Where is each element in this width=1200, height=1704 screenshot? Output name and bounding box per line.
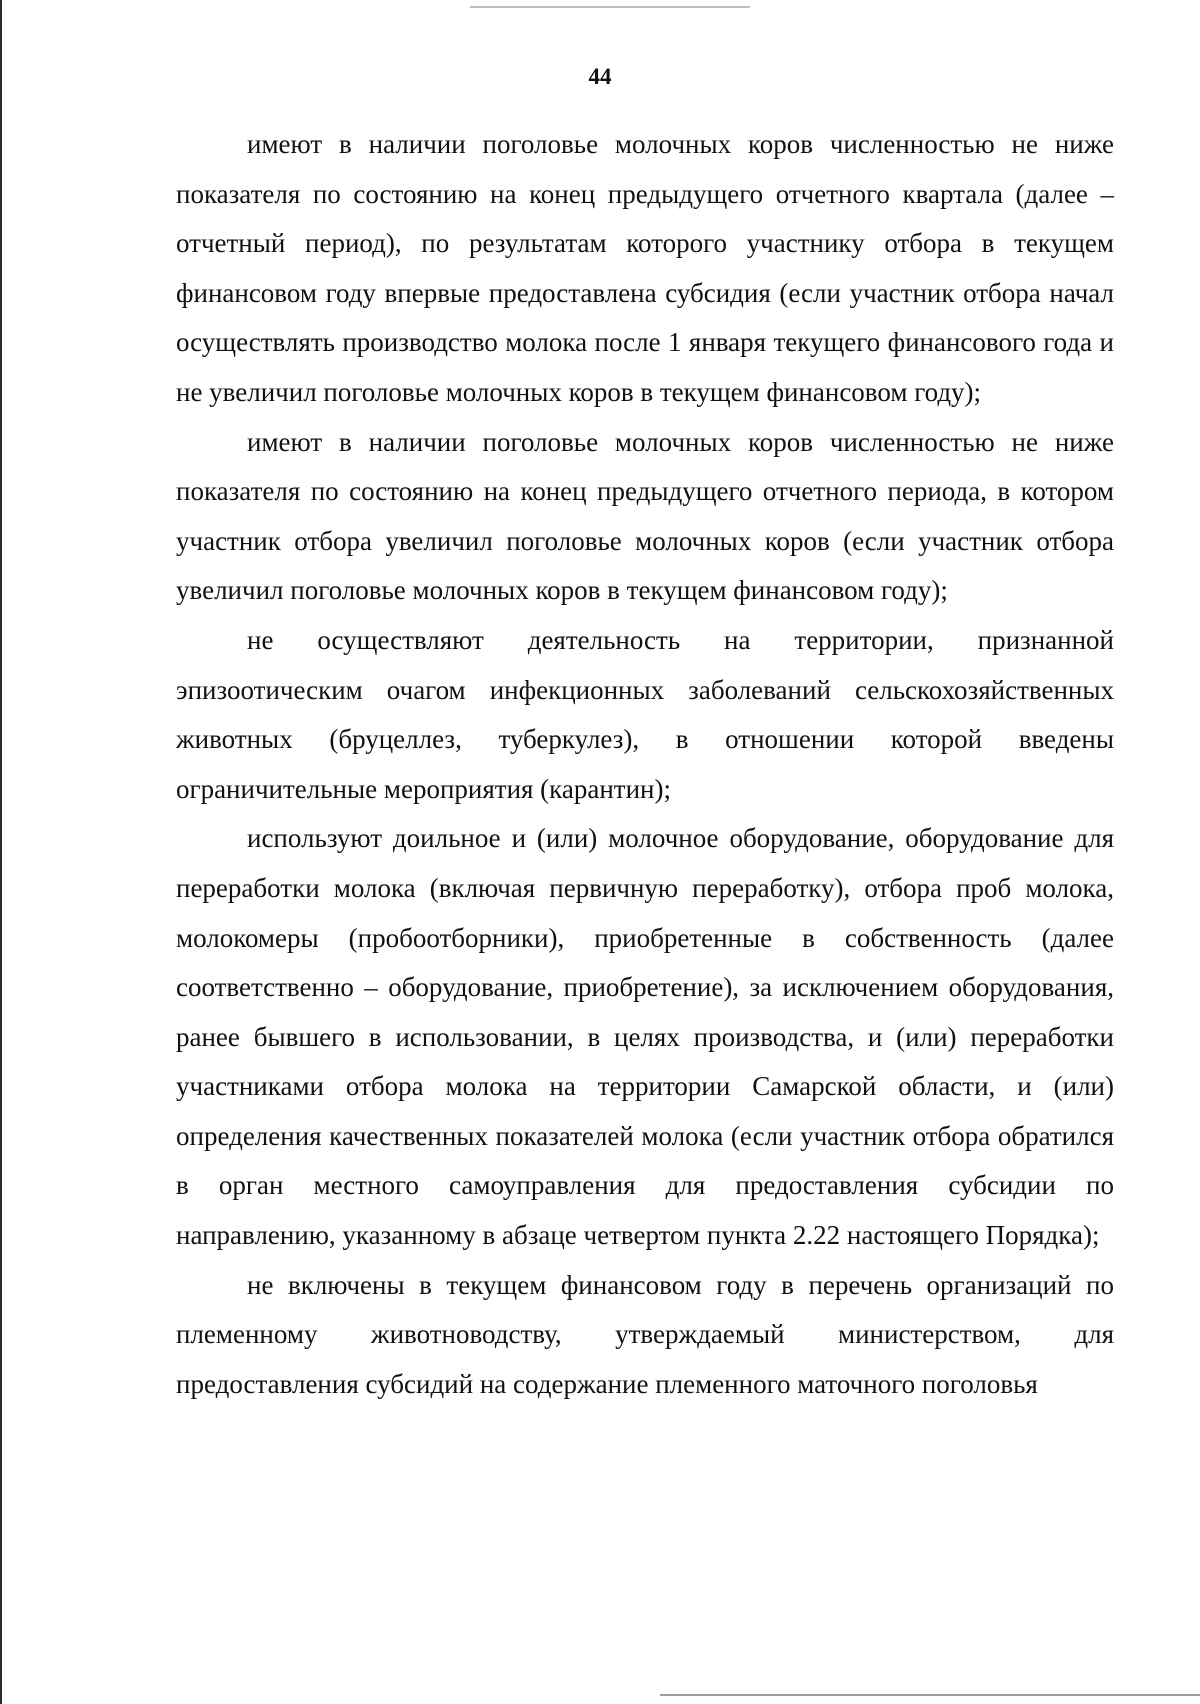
document-body [176,120,1114,1409]
scan-left-edge [0,0,2,1704]
paragraph: используют доильное и (или) молочное оборудование, оборудование для переработки молока (включая первичную переработку), отбора проб молока, молокомеры (пробоотборники), приобретенные в собственность (далее соответственно – оборудование, приобретение), за исключением оборудования, ранее бывшего в использовании, в целях производства, и (или) переработки участниками отбора молока на территории Самарской области, и (или) определения качественных показателей молока (если участник отбора обратился в орган местного самоуправления для предоставления субсидии по направлению, указанному в абзаце четвертом пункта 2.22 настоящего Порядка); [176,823,1114,1251]
paragraph: не включены в текущем финансовом году в перечень организаций по племенному животноводству, утверждаемый министерством, для предоставления субсидий на содержание племенного маточного поголовья [176,1269,1114,1399]
paragraph: не осуществляют деятельность на территории, признанной эпизоотическим очагом инфекционных заболеваний сельскохозяйственных животных (бруцеллез, туберкулез), в отношении которой введены ограничительные мероприятия (карантин); [176,624,1114,804]
paragraph: имеют в наличии поголовье молочных коров численностью не ниже показателя по состоянию на конец предыдущего отчетного периода, в котором участник отбора увеличил поголовье молочных коров (если участник отбора увеличил поголовье молочных коров в текущем финансовом году); [176,426,1114,606]
paragraph: имеют в наличии поголовье молочных коров численностью не ниже показателя по состоянию на конец предыдущего отчетного квартала (далее – отчетный период), по результатам которого участнику отбора в текущем финансовом году впервые предоставлена субсидия (если участник отбора начал осуществлять производство молока после 1 января текущего финансового года и не увеличил поголовье молочных коров в текущем финансовом году); [176,129,1114,407]
scan-top-mark [470,6,750,8]
scan-bottom-mark [660,1694,1200,1696]
page-number: 44 [588,64,612,89]
